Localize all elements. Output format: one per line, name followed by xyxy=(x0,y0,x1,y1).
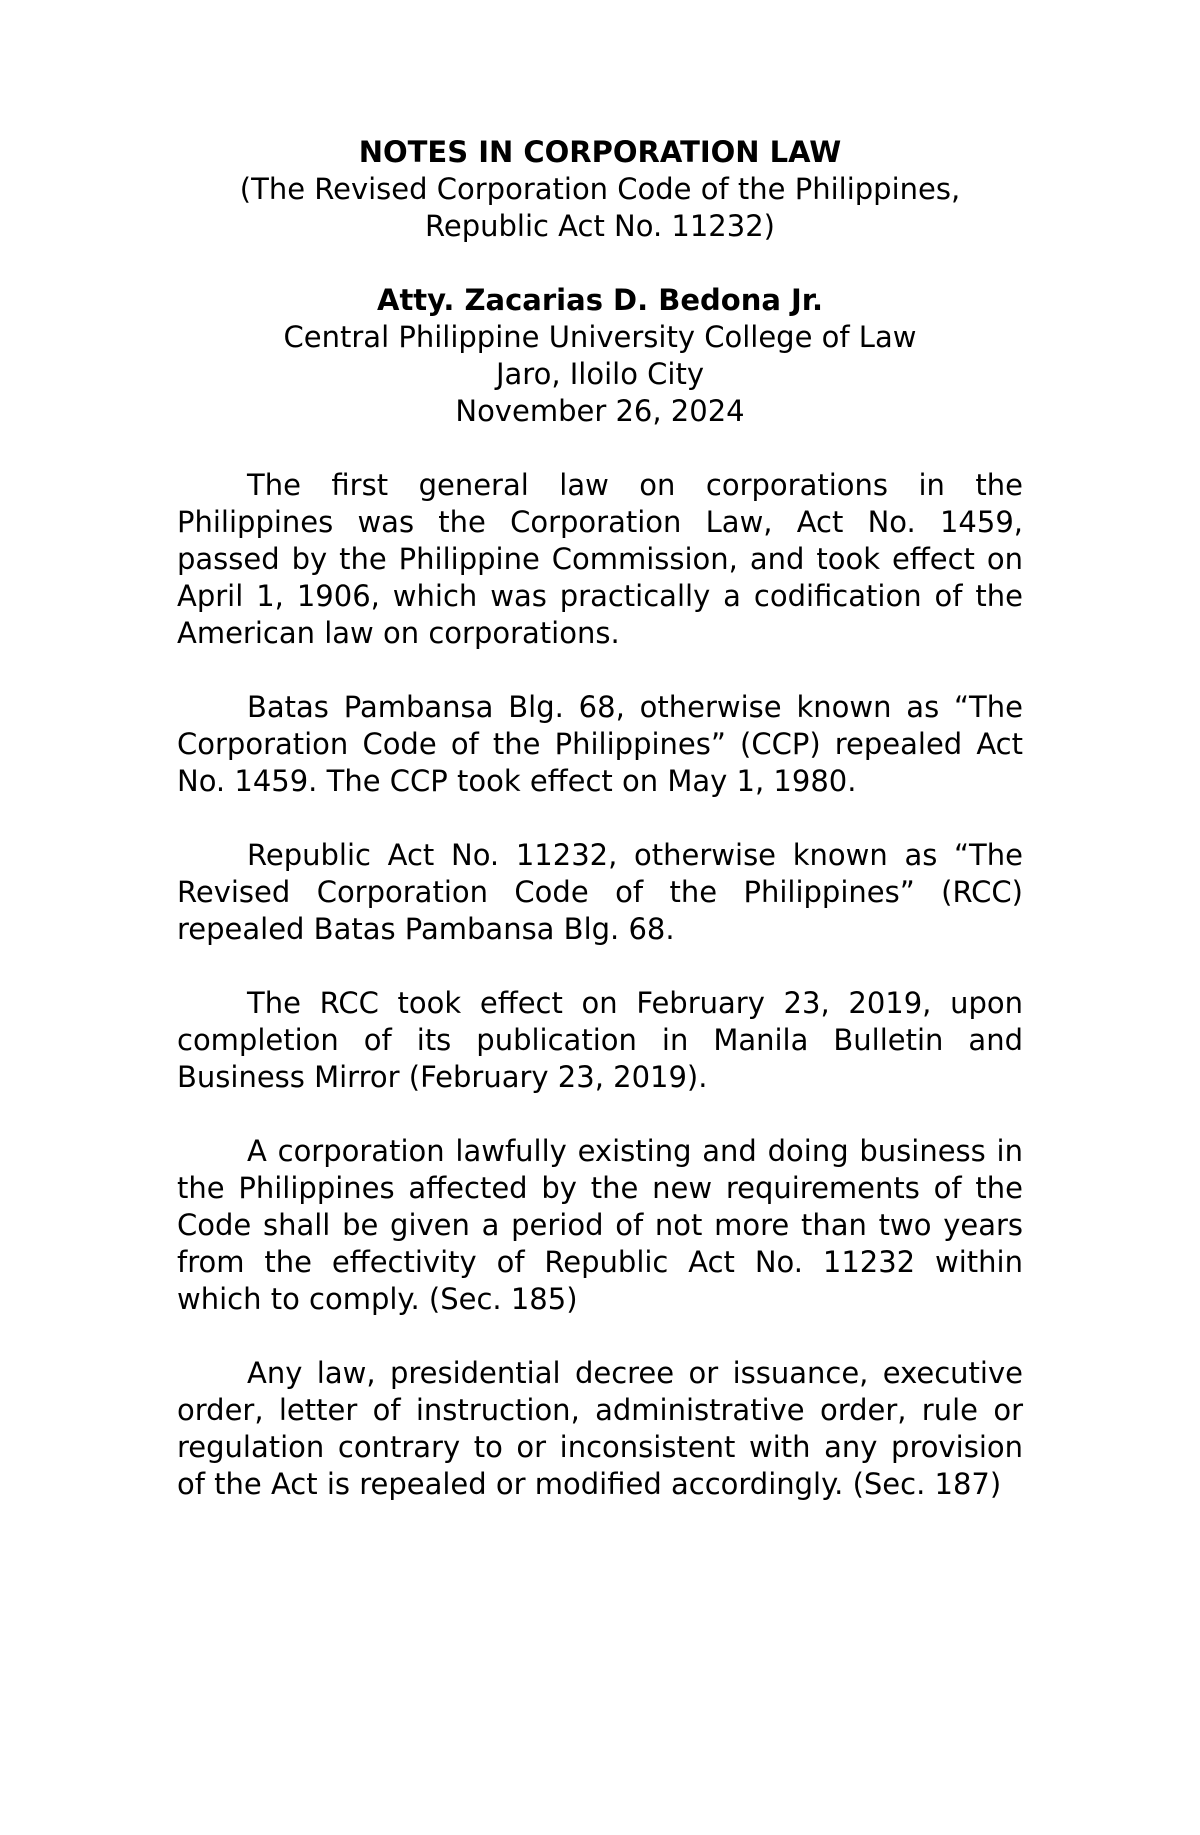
paragraph-first-general-law: The first general law on corporations in the Philippines was the Corporation Law, Act No. 1459, passed by the Philippine Commission, and took effect on April 1, 1906, which was practically a codification of the American law on corporations. xyxy=(177,468,1023,650)
paragraph-rcc-effectivity: The RCC took effect on February 23, 2019, upon completion of its publication in Manila Bulletin and Business Mirror (February 23, 2019). xyxy=(177,986,1023,1094)
institution-location: Jaro, Iloilo City xyxy=(495,357,705,391)
paragraph-repealing-clause: Any law, presidential decree or issuance, executive order, letter of instruction, administrative order, rule or regulation contrary to or inconsistent with any provision of the Act is repealed or modified accordingly. (Sec. 187) xyxy=(177,1356,1023,1501)
document-subtitle-line1: (The Revised Corporation Code of the Philippines, xyxy=(239,172,961,206)
document-date: November 26, 2024 xyxy=(455,394,745,428)
document-page xyxy=(177,134,1023,1540)
document-title: NOTES IN CORPORATION LAW xyxy=(358,135,842,169)
paragraph-compliance-period: A corporation lawfully existing and doing business in the Philippines affected by the new requirements of the Code shall be given a period of not more than two years from the effectivity of Republic Act No. 11232 within which to comply. (Sec. 185) xyxy=(177,1134,1023,1316)
author-name: Atty. Zacarias D. Bedona Jr. xyxy=(377,283,823,317)
spacer xyxy=(177,245,1023,282)
paragraph-batas-pambansa: Batas Pambansa Blg. 68, otherwise known as “The Corporation Code of the Philippines” (CCP) repealed Act No. 1459. The CCP took effect on May 1, 1980. xyxy=(177,690,1023,798)
institution-name: Central Philippine University College of Law xyxy=(283,320,917,354)
spacer xyxy=(177,430,1023,467)
document-subtitle-line2: Republic Act No. 11232) xyxy=(425,209,775,243)
paragraph-republic-act: Republic Act No. 11232, otherwise known as “The Revised Corporation Code of the Philippines” (RCC) repealed Batas Pambansa Blg. 68. xyxy=(177,838,1023,946)
